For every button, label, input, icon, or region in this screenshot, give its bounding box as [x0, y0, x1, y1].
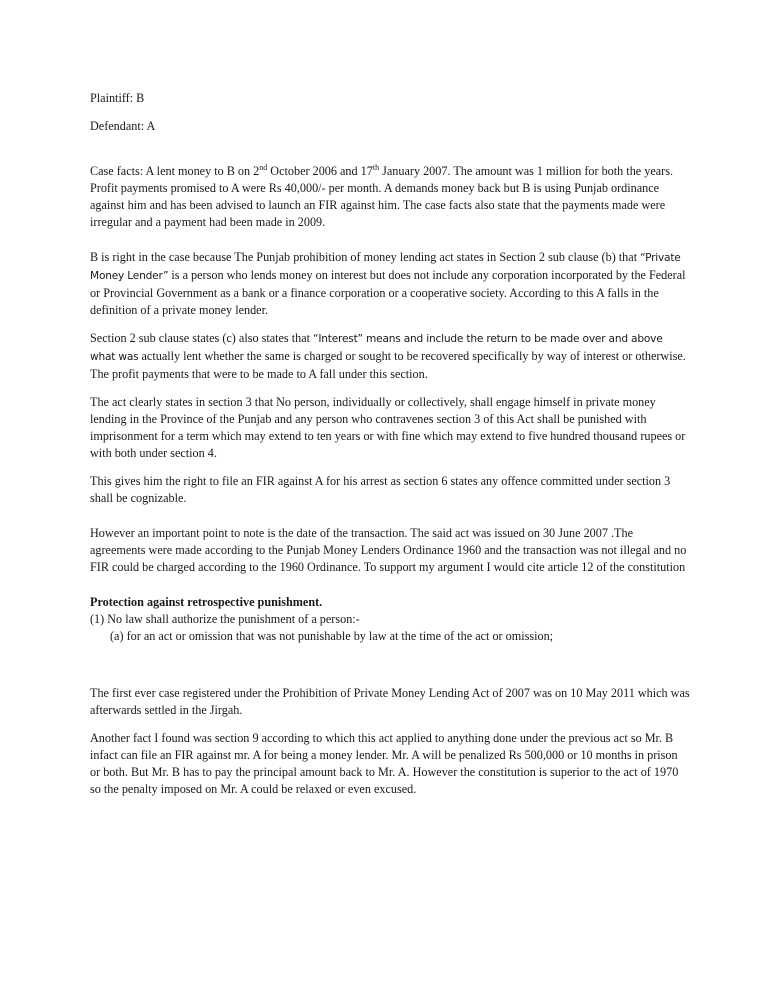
another-fact-paragraph: Another fact I found was section 9 according to which this act applied to anything done under the previous act so Mr. B infact can file an FIR against mr. A for being a money lender. Mr. A will be penalized Rs 500,000 or 10 months in prison or both. But Mr. B has to pay the principal amount back to Mr. A. However the constitution is superior to the act of 1970 so the penalty imposed on Mr. A could be relaxed or even excused. — [90, 731, 679, 796]
superscript-nd: nd — [259, 162, 268, 172]
section-3-paragraph: The act clearly states in section 3 that No person, individually or collectively, shall engage himself in private money lending in the Province of the Punjab and any person who contravenes section 3 of this Act shall be punished with imprisonment for a term which may extend to ten years or with fine which may extend to five hundred thousand rupees or with both under section 4. — [90, 395, 686, 460]
plaintiff-line: Plaintiff: B — [90, 91, 145, 105]
first-case-paragraph: The first ever case registered under the Prohibition of Private Money Lending Act of 2007 was on 10 May 2011 which was afterwards settled in the Jirgah. — [90, 686, 690, 717]
section-2b-text-2: is a person who lends money on interest but does not include any corporation incorporated by the Federal or Provincial Government as a bank or a finance corporation or a cooperative society. According to this A falls in the definition of a private money lender. — [90, 268, 686, 317]
document-page — [90, 90, 690, 798]
case-facts-paragraph — [90, 163, 690, 231]
defendant-line: Defendant: A — [90, 119, 156, 133]
interest-definition-quote: “Interest” means and include the return to be made over and above what was — [90, 333, 663, 363]
section-2c-paragraph — [90, 330, 690, 383]
section-2b-paragraph — [90, 249, 690, 319]
case-facts-text-3: January 2007. The amount was 1 million for both the years. Profit payments promised to A were Rs 40,000/- per month. A demands money back but B is using Punjab ordinance against him and has been advised to launch an FIR against him. The case facts also state that the payments made were irregular and a payment had been made in 2009. — [90, 164, 674, 229]
case-facts-text-2: October 2006 and 17 — [267, 164, 373, 178]
section-2b-text-1: B is right in the case because The Punjab prohibition of money lending act states in Section 2 sub clause (b) that — [90, 250, 641, 264]
protection-heading: Protection against retrospective punishment. — [90, 595, 323, 609]
fir-paragraph: This gives him the right to file an FIR against A for his arrest as section 6 states any offence committed under section 3 shall be cognizable. — [90, 474, 671, 505]
superscript-th: th — [372, 162, 380, 172]
section-2c-text-2: actually lent whether the same is charged or sought to be recovered specifically by way of interest or otherwise. The profit payments that were to be made to A fall under this section. — [90, 349, 686, 381]
clause-1-text: (1) No law shall authorize the punishment of a person:- — [90, 612, 360, 626]
case-facts-text-1: Case facts: A lent money to B on 2 — [90, 164, 260, 178]
private-money-lender-term: “Private Money Lender” — [90, 252, 681, 282]
section-2c-text-1: Section 2 sub clause states (c) also states that — [90, 331, 314, 345]
transaction-date-paragraph: However an important point to note is the date of the transaction. The said act was issued on 30 June 2007 .The agreements were made according to the Punjab Money Lenders Ordinance 1960 and the transaction was not illegal and no FIR could be charged according to the 1960 Ordinance. To support my argument I would cite article 12 of the constitution — [90, 526, 687, 574]
clause-a-text: (a) for an act or omission that was not punishable by law at the time of the act or omission; — [110, 629, 554, 643]
